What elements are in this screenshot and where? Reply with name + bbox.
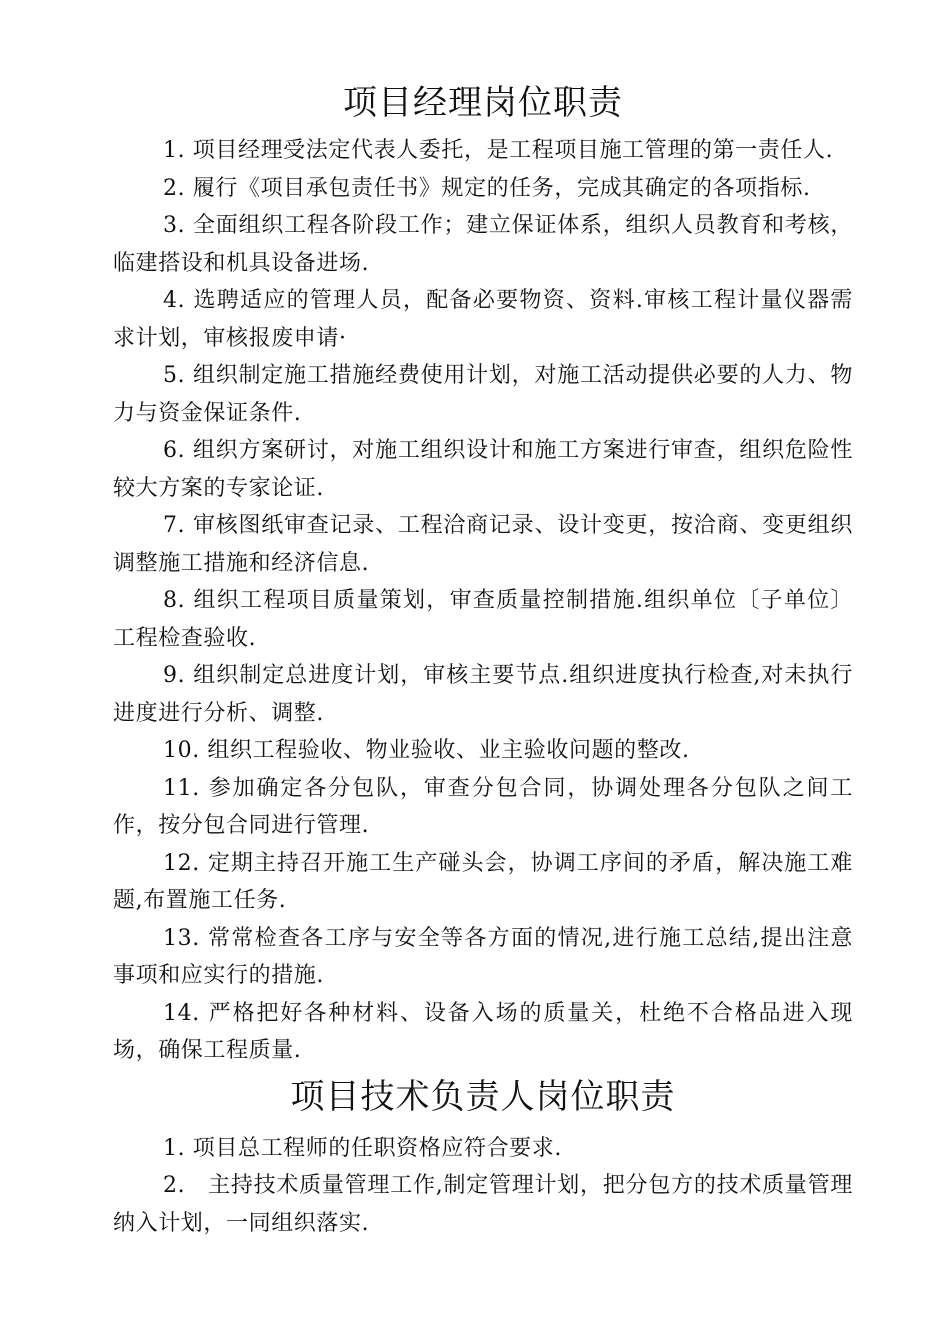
- duty-item: 7. 审核图纸审查记录、工程洽商记录、设计变更，按洽商、变更组织调整施工措施和经济信息.: [113, 513, 853, 576]
- duty-item: 4. 选聘适应的管理人员，配备必要物资、资料.审核工程计量仪器需求计划，审核报废申请·: [113, 288, 853, 351]
- section-title-technical-lead: 项目技术负责人岗位职责: [290, 1076, 676, 1117]
- duty-item: 12. 定期主持召开施工生产碰头会，协调工序间的矛盾，解决施工难题,布置施工任务.: [113, 850, 853, 913]
- duty-item: 11. 参加确定各分包队，审查分包合同，协调处理各分包队之间工作，按分包合同进行管理.: [113, 775, 853, 838]
- duty-item: 1. 项目经理受法定代表人委托，是工程项目施工管理的第一责任人.: [163, 138, 834, 163]
- duty-item: 8. 组织工程项目质量策划，审查质量控制措施.组织单位〔子单位〕工程检查验收.: [113, 588, 853, 651]
- duty-item: 14. 严格把好各种材料、设备入场的质量关，杜绝不合格品进入现场，确保工程质量.: [113, 1000, 853, 1063]
- duty-item: 5. 组织制定施工措施经费使用计划，对施工活动提供必要的人力、物力与资金保证条件.: [113, 363, 853, 426]
- duty-item: 13. 常常检查各工序与安全等各方面的情况,进行施工总结,提出注意事项和应实行的措施.: [113, 925, 853, 988]
- document-page: [113, 78, 853, 1242]
- duty-item: 6. 组织方案研讨，对施工组织设计和施工方案进行审查，组织危险性较大方案的专家论证.: [113, 438, 853, 501]
- project-manager-duties-list: [113, 132, 853, 1070]
- technical-lead-duties-list: [113, 1130, 853, 1243]
- duty-item: 2. 主持技术质量管理工作,制定管理计划，把分包方的技术质量管理纳入计划，一同组织落实.: [113, 1173, 853, 1236]
- duty-item: 3. 全面组织工程各阶段工作；建立保证体系，组织人员教育和考核，临建搭设和机具设备进场.: [113, 213, 853, 276]
- duty-item: 9. 组织制定总进度计划，审核主要节点.组织进度执行检查,对未执行进度进行分析、调整.: [113, 663, 853, 726]
- duty-item: 2. 履行《项目承包责任书》规定的任务，完成其确定的各项指标.: [163, 175, 811, 201]
- duty-item: 1. 项目总工程师的任职资格应符合要求.: [163, 1135, 562, 1161]
- section-title-project-manager: 项目经理岗位职责: [343, 83, 623, 123]
- duty-item: 10. 组织工程验收、物业验收、业主验收问题的整改.: [163, 738, 690, 763]
